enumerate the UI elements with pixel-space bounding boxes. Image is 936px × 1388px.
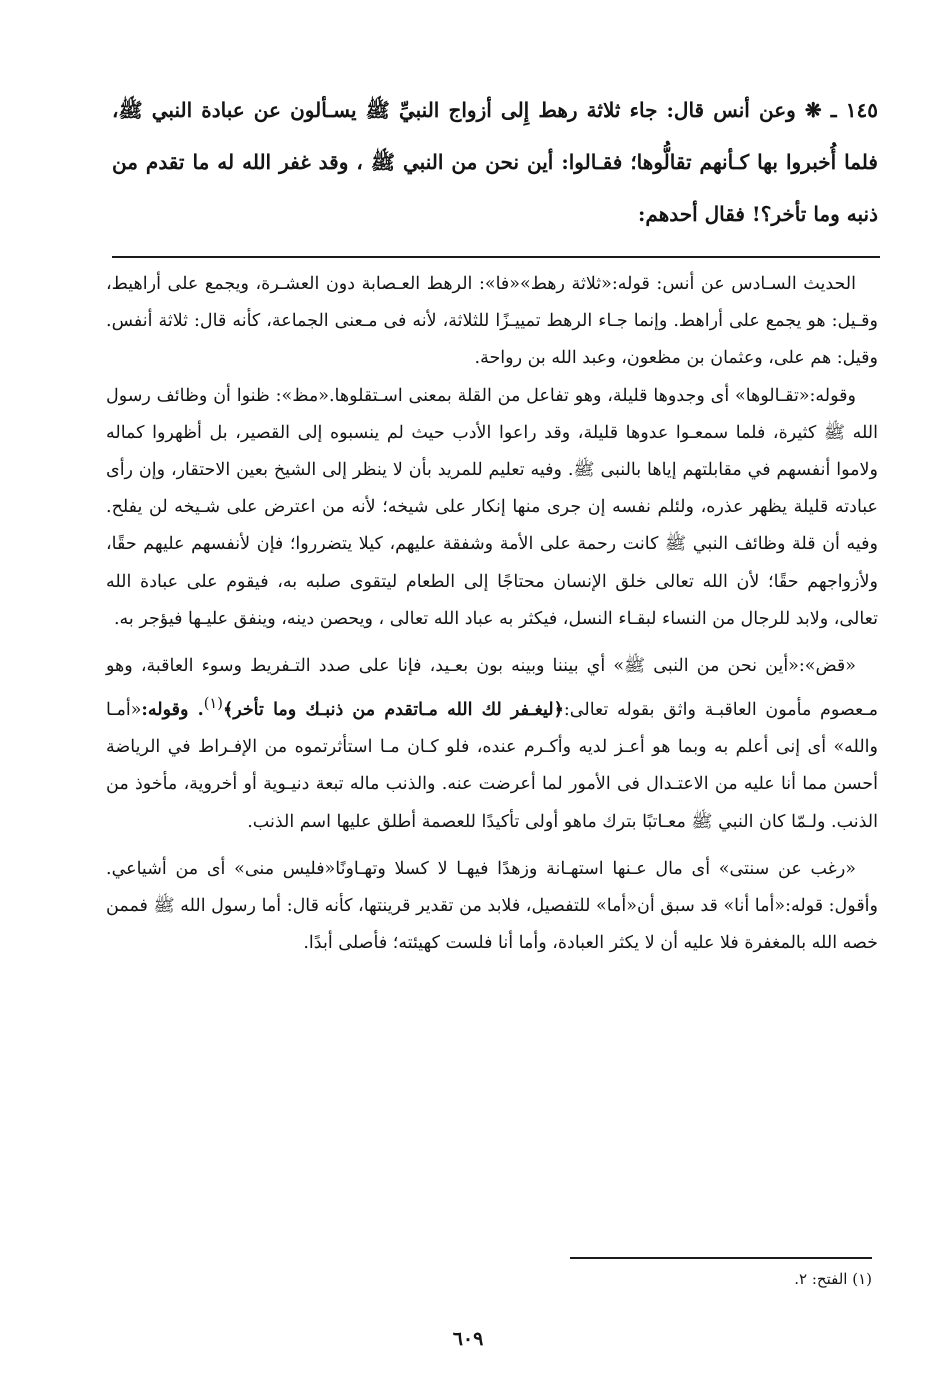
- commentary-label: . وقوله:: [141, 700, 204, 721]
- commentary-paragraph-4: «رغب عن سنتى» أى مال عـنها استهـانة وزهدًا فيهـا لا كسلا وتهـاونًا«فليس منى» أى من أشياعي. وأقول: قوله:«أما أنا» قد سبق أن«أما» للتفصيل، فلابد من تقدير قرينتها، كأنه قال: أما رسول الله ﷺ فممن خصه الله بالمغفرة فلا عليه أن لا يكثر العبادة، وأما أنا فلست كهيئته؛ فأصلى أبدًا.: [106, 858, 878, 954]
- commentary-paragraph-3: [106, 648, 878, 841]
- quran-quote: ﴿ليغـفر لك الله مـاتقدم من ذنبـك وما تأخر﴾: [222, 700, 564, 721]
- separator-line: [112, 256, 880, 258]
- commentary-paragraph-2: وقوله:«تقـالوها» أى وجدوها قليلة، وهو تفاعل من القلة بمعنى اسـتقلوها.«مظ»: ظنوا أن وظائف رسول الله ﷺ كثيرة، فلما سمعـوا عدوها قليلة، وقد راعوا الأدب حيث لم ينسبوه إلى القصير، بل أظهروا كماله ولاموا أنفسهم في مقابلتهم إياها بالنبى ﷺ. وفيه تعليم للمريد بأن لا ينظر إلى الشيخ بعين الاحتقار، وإن رأى عبادته قليلة يظهر عذره، ولئلم نفسه إن جرى منها إنكار على شيخه؛ لأنه من اعترض على شـيخه لن يفلح. وفيه أن قلة وظائف النبي ﷺ كانت رحمة على الأمة وشفقة عليهم، كيلا يتضرروا؛ فإن لأنفسهم عليهم حقًا، ولأزواجهم حقًا؛ لأن الله تعالى خلق الإنسان محتاجًا إلى الطعام ليتقوى صلبه به، فيقوم على عبادة الله تعالى، ولابد للرجال من النساء لبقـاء النسل، فيكثر به عباد الله تعالى ، ويحصن دينه، وينفق عليـها فيؤجر به.: [106, 385, 878, 629]
- hadith-text: [112, 84, 878, 240]
- hadith-paragraph: ١٤٥ ـ ❋ وعن أنس قال: جاء ثلاثة رهط إِلى أزواج النبيِّ ﷺ يسـألون عن عبادة النبي ﷺ، فلما أُخبروا بها كـأنهم تقالُّوها؛ فقـالوا: أين نحن من النبي ﷺ ، وقد غفر الله له ما تقدم من ذنبه وما تأخر؟! فقال أحدهم:: [112, 98, 878, 226]
- commentary: [106, 266, 878, 962]
- commentary-paragraph-1: الحديث السـادس عن أنس: قوله:«ثلاثة رهط»«فا»: الرهط العـصابة دون العشـرة، ويجمع على أراهيط، وقـيل: هو يجمع على أراهط. وإنما جـاء الرهط تمييـزًا للثلاثة، لأنه فى مـعنى الجماعة، كأنه قال: ثلاثة أنفس. وقيل: هم على، وعثمان بن مظعون، وعبد الله بن رواحة.: [106, 274, 878, 369]
- footnote-separator: [570, 1257, 872, 1259]
- page-number: ٦٠٩: [452, 1328, 484, 1350]
- footnote: (١) الفتح: ٢.: [794, 1270, 872, 1288]
- commentary-text: «أمـا والله» أى إنى أعلم به وبما هو أعـز لديه وأكـرم عنده، فلو كـان مـا استأثرتموه من الإفـراط في الرياضة أحسن مما أنا عليه من الاعتـدال فى الأمور لما أعرضت عنه. والذنب ماله تبعة دنيـوية أو أخروية، مأخوذ من الذنب. ولـمّا كان النبي ﷺ معـاتبًا بترك ماهو أولى تأكيدًا للعصمة أطلق عليها اسم الذنب.: [106, 700, 878, 832]
- footnote-ref[interactable]: (١): [203, 695, 223, 713]
- commentary-text: «قض»:«أين نحن من النبى ﷺ» أي بيننا وبينه بون بعـيد، فإنا على صدد التـفريط وسوء العاقبة، وهو مـعصوم مأمون العاقبـة واثق بقوله تعالى:: [106, 656, 878, 721]
